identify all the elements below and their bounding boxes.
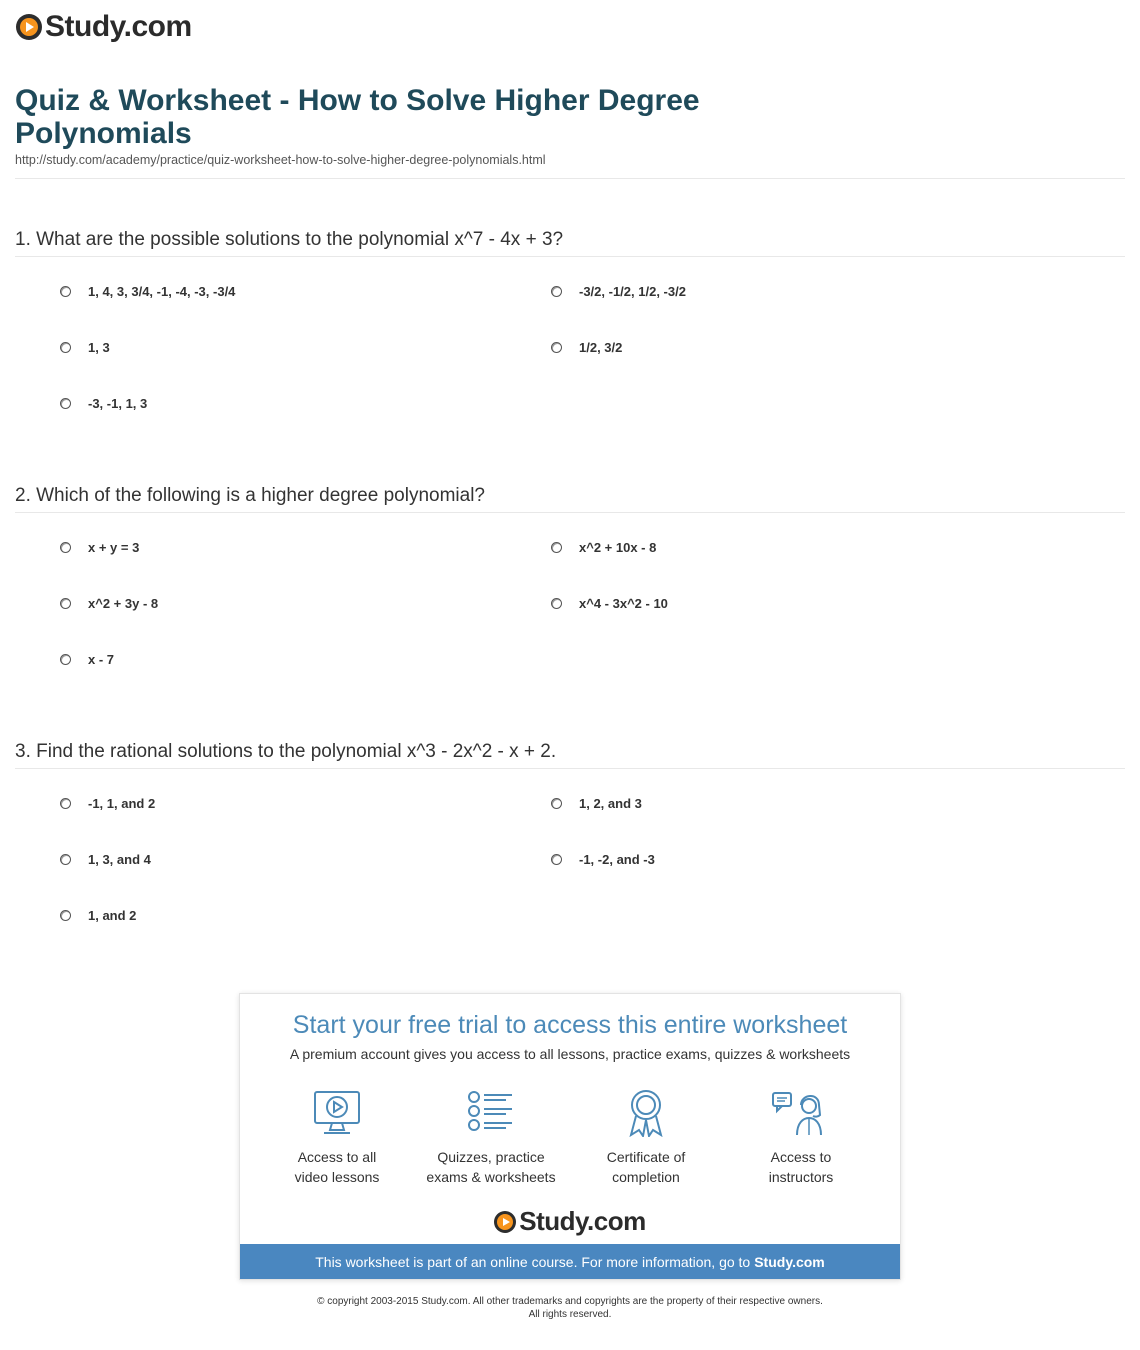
promo-study-logo[interactable] <box>240 1206 900 1237</box>
divider <box>15 178 1125 179</box>
radio-button[interactable] <box>60 854 71 865</box>
question-2: 2. Which of the following is a higher degree polynomial? <box>15 485 485 506</box>
option-label: -3/2, -1/2, 1/2, -3/2 <box>579 284 686 299</box>
feature-label: Quizzes, practice exams & worksheets <box>426 1149 556 1185</box>
page-url: http://study.com/academy/practice/quiz-worksheet-how-to-solve-higher-degree-polynomials.html <box>15 153 546 167</box>
answer-option[interactable] <box>60 652 114 667</box>
logo-text: Study.com <box>45 10 192 43</box>
option-label: 1/2, 3/2 <box>579 340 623 355</box>
radio-button[interactable] <box>551 286 562 297</box>
answer-option[interactable] <box>60 596 158 611</box>
radio-button[interactable] <box>551 342 562 353</box>
answer-option[interactable] <box>60 540 139 555</box>
radio-button[interactable] <box>551 542 562 553</box>
certificate-icon <box>621 1089 671 1137</box>
answer-option[interactable] <box>551 796 642 811</box>
answer-option[interactable] <box>60 396 147 411</box>
option-label: -1, 1, and 2 <box>88 796 156 811</box>
promo-bar-link[interactable]: Study.com <box>754 1253 825 1270</box>
promo-bar-text: This worksheet is part of an online course. For more information, go to <box>315 1253 751 1270</box>
radio-button[interactable] <box>60 342 71 353</box>
radio-button[interactable] <box>60 798 71 809</box>
divider <box>15 512 1125 513</box>
option-label: 1, 4, 3, 3/4, -1, -4, -3, -3/4 <box>88 284 236 299</box>
answer-option[interactable] <box>60 340 110 355</box>
option-label: 1, 3 <box>88 340 110 355</box>
promo-title[interactable]: Start your free trial to access this entire worksheet <box>292 1011 848 1039</box>
video-lesson-icon <box>312 1089 362 1137</box>
study-logo[interactable] <box>16 10 192 44</box>
rights-line: All rights reserved. <box>528 1309 612 1320</box>
radio-button[interactable] <box>60 398 71 409</box>
radio-button[interactable] <box>60 286 71 297</box>
radio-button[interactable] <box>60 910 71 921</box>
divider <box>15 256 1125 257</box>
answer-option[interactable] <box>551 596 668 611</box>
option-label: -1, -2, and -3 <box>579 852 655 867</box>
quiz-list-icon <box>466 1089 516 1137</box>
radio-button[interactable] <box>60 598 71 609</box>
copyright-line: © copyright 2003-2015 Study.com. All other trademarks and copyrights are the property of their respective owners. <box>317 1296 823 1307</box>
instructor-icon <box>771 1089 831 1137</box>
radio-button[interactable] <box>60 654 71 665</box>
answer-option[interactable] <box>551 340 622 355</box>
question-1: 1. What are the possible solutions to the polynomial x^7 - 4x + 3? <box>15 229 564 250</box>
radio-button[interactable] <box>551 598 562 609</box>
answer-option[interactable] <box>551 852 655 867</box>
feature-label: Access to instructors <box>768 1149 834 1185</box>
option-label: x - 7 <box>88 652 115 667</box>
promo-info-bar <box>240 1244 900 1279</box>
answer-option[interactable] <box>60 852 151 867</box>
option-label: -3, -1, 1, 3 <box>88 396 148 411</box>
play-logo-icon <box>16 14 42 40</box>
divider <box>15 768 1125 769</box>
radio-button[interactable] <box>60 542 71 553</box>
option-label: 1, and 2 <box>88 908 137 923</box>
feature-video-lessons <box>262 1089 412 1187</box>
answer-option[interactable] <box>551 540 656 555</box>
option-label: x + y = 3 <box>88 540 140 555</box>
play-logo-icon <box>494 1211 516 1233</box>
radio-button[interactable] <box>551 854 562 865</box>
feature-instructors <box>726 1089 876 1187</box>
answer-option[interactable] <box>551 284 686 299</box>
copyright-footer <box>0 1295 1140 1321</box>
radio-button[interactable] <box>551 798 562 809</box>
option-label: 1, 2, and 3 <box>579 796 642 811</box>
answer-option[interactable] <box>60 908 136 923</box>
answer-option[interactable] <box>60 796 155 811</box>
free-trial-promo <box>239 993 901 1280</box>
option-label: x^2 + 3y - 8 <box>88 596 159 611</box>
option-label: x^2 + 10x - 8 <box>579 540 657 555</box>
feature-quizzes <box>416 1089 566 1187</box>
feature-label: Access to all video lessons <box>294 1149 380 1185</box>
option-label: 1, 3, and 4 <box>88 852 151 867</box>
promo-subtitle: A premium account gives you access to all lessons, practice exams, quizzes & worksheets <box>289 1046 851 1062</box>
logo-text: Study.com <box>519 1206 646 1236</box>
question-3: 3. Find the rational solutions to the polynomial x^3 - 2x^2 - x + 2. <box>15 741 557 762</box>
page-title: Quiz & Worksheet - How to Solve Higher Degree Polynomials <box>15 84 700 150</box>
feature-label: Certificate of completion <box>606 1149 686 1185</box>
answer-option[interactable] <box>60 284 235 299</box>
option-label: x^4 - 3x^2 - 10 <box>579 596 668 611</box>
feature-certificate <box>571 1089 721 1187</box>
